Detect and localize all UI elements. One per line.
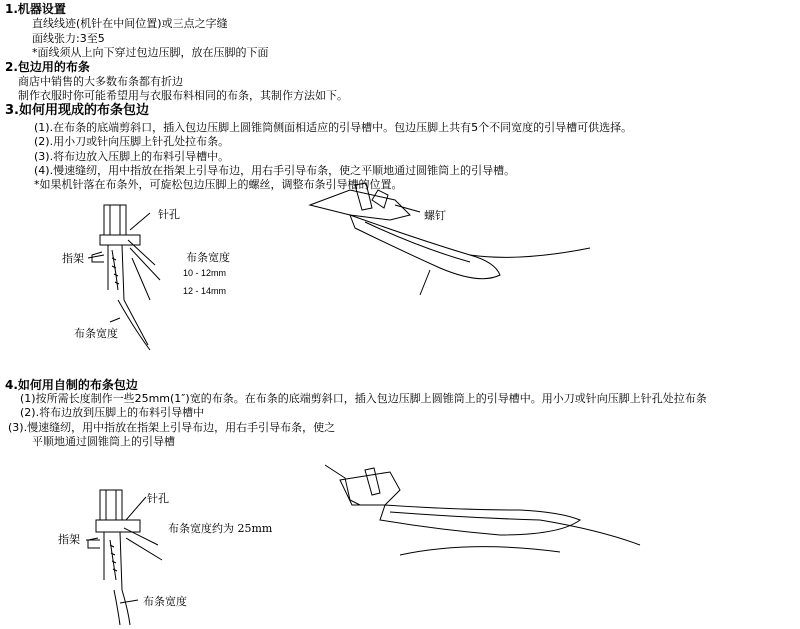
section4-heading: 4.如何用自制的布条包边 (5, 378, 138, 392)
section1-heading: 1.机器设置 (5, 2, 66, 16)
fig2-strip-width-approx-label: 布条宽度约为 25mm (168, 522, 273, 535)
section4-step1: (1)按所需长度制作一些25mm(1″)宽的布条。在布条的底端剪斜口，插入包边压脚上圆锥筒上的引导槽中。用小刀或针向压脚上针孔处拉布条 (20, 392, 707, 405)
section3-step4: (4).慢速缝纫，用中指放在指架上引导布边，用右手引导布条，使之平顺地通过圆锥筒上的引导槽。 (34, 164, 516, 177)
fig1-size1-label: 10 - 12mm (183, 268, 227, 278)
section1-line1: 直线线迹(机针在中间位置)或三点之字缝 (32, 17, 228, 30)
section3-note: *如果机针落在布条外，可旋松包边压脚上的螺丝，调整布条引导槽的位置。 (34, 178, 403, 191)
fig1-size2-label: 12 - 14mm (183, 286, 227, 296)
fig1-screw-label: 螺钉 (424, 209, 446, 222)
section4-step3b: 平顺地通过圆锥筒上的引导槽 (32, 435, 175, 448)
section3-step1: (1).在布条的底端剪斜口，插入包边压脚上圆锥筒侧面相适应的引导槽中。包边压脚上共有5个不同宽度的引导槽可供选择。 (34, 121, 633, 134)
section4-step2: (2).将布边放到压脚上的布料引导槽中 (20, 406, 205, 419)
section4-step3a: (3).慢速缝纫，用中指放在指架上引导布边，用右手引导布条，使之 (8, 421, 336, 434)
fig2-strip-width-bottom-label: 布条宽度 (143, 595, 187, 608)
fig1-finger-rest-label: 指架 (62, 252, 84, 265)
section2-heading: 2.包边用的布条 (5, 60, 90, 74)
section3-step2: (2).用小刀或针向压脚上针孔处拉布条。 (34, 135, 230, 148)
fig1-strip-width-bottom-label: 布条宽度 (74, 327, 118, 340)
section3-heading: 3.如何用现成的布条包边 (5, 103, 149, 118)
fig1-needle-hole-label: 针孔 (158, 208, 180, 221)
fig2-needle-hole-label: 针孔 (147, 492, 169, 505)
section1-line2: 面线张力:3至5 (32, 32, 105, 45)
fig1-strip-width-label: 布条宽度 (186, 251, 230, 264)
section2-line2: 制作衣服时你可能希望用与衣服布料相同的布条，其制作方法如下。 (18, 89, 348, 102)
section2-line1: 商店中销售的大多数布条都有折边 (18, 75, 183, 88)
fig2-finger-rest-label: 指架 (58, 533, 80, 546)
section1-line3: *面线须从上向下穿过包边压脚，放在压脚的下面 (32, 46, 269, 59)
section3-step3: (3).将布边放入压脚上的布料引导槽中。 (34, 150, 230, 163)
